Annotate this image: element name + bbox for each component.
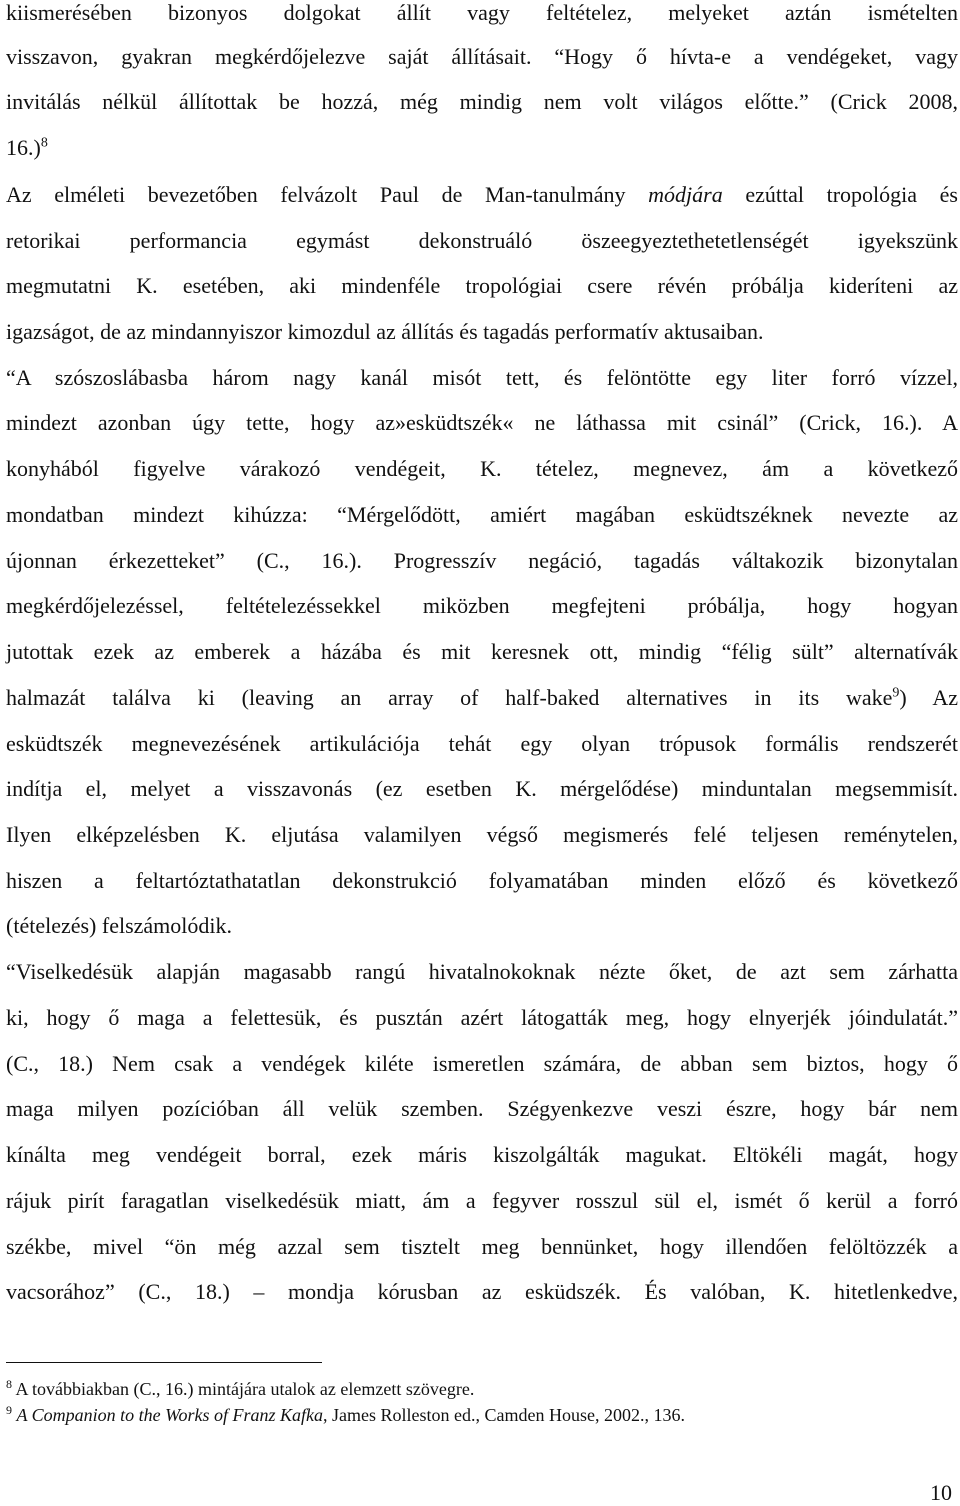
page-number: 10: [930, 1480, 952, 1505]
body-line: ki, hogy ő maga a felettesük, és pusztán azért látogatták meg, hogy elnyerjék jóindulatát.”: [6, 1005, 958, 1030]
footnote-number: 9: [6, 1403, 12, 1417]
body-line: maga milyen pozícióban áll velük szemben. Szégyenkezve veszi észre, hogy bár nem: [6, 1096, 958, 1121]
body-line: konyhából figyelve várakozó vendégeit, K. tételez, megnevez, ám a következő: [6, 456, 958, 481]
body-line: újonnan érkezetteket” (C., 16.). Progresszív negáció, tagadás váltakozik bizonytalan: [6, 548, 958, 573]
body-line: (tételezés) felszámolódik.: [6, 913, 233, 938]
body-line: halmazát találva ki (leaving an array of half-baked alternatives in its wake$^9$) Az: [6, 685, 959, 710]
body-line: mondatban mindezt kihúzza: “Mérgelődött, amiért magában esküdtszéknek nevezte az: [6, 502, 958, 527]
body-line: retorikai performancia egymást dekonstruáló öszeegyeztethetetlenségét igyekszünk: [6, 228, 958, 253]
body-line: hiszen a feltartóztathatatlan dekonstrukció folyamatában minden előző és következő: [6, 868, 958, 893]
body-line: “A szószoslábasba három nagy kanál misót tett, és felöntötte egy liter forró vízzel,: [6, 365, 958, 390]
body-line: kiismerésében bizonyos dolgokat állít vagy feltételez, melyeket aztán ismételten: [6, 0, 958, 25]
footnote-ref[interactable]: 8: [40, 135, 48, 151]
body-line: indítja el, melyet a visszavonás (ez esetben K. mérgelődése) minduntalan megsemmisít.: [6, 776, 958, 801]
footnote-ref[interactable]: 9: [892, 685, 900, 701]
body-line: mindezt azonban úgy tette, hogy az»esküdtszék« ne láthassa mit csinál” (Crick, 16.). A: [6, 410, 958, 435]
body-line: megmutatni K. esetében, aki mindenféle tropológiai csere révén próbálja kideríteni az: [6, 273, 958, 298]
body-line: jutottak ezek az emberek a házába és mit keresnek ott, mindig “félig sült” alternatívák: [6, 639, 958, 664]
body-line: megkérdőjelezéssel, feltételezéssekkel miközben megfejteni próbálja, hogy hogyan: [6, 593, 958, 618]
body-line: visszavon, gyakran megkérdőjelezve saját állításait. “Hogy ő hívta-e a vendégeket, vagy: [6, 44, 958, 69]
body-line: “Viselkedésük alapján magasabb rangú hivatalnokoknak nézte őket, de azt sem zárhatta: [6, 959, 958, 984]
body-line: székbe, mivel “ön még azzal sem tisztelt meg bennünket, hogy illendően felöltözzék a: [6, 1234, 958, 1259]
body-line: Az elméleti bevezetőben felvázolt Paul de Man-tanulmány módjára ezúttal tropológia és: [6, 182, 958, 207]
body-line: rájuk pirít faragatlan viselkedésük miatt, ám a fegyver rosszul sül el, ismét ő kerül a forró: [6, 1188, 958, 1213]
footnote-separator: [6, 1362, 322, 1363]
footnote-number: 8: [6, 1377, 12, 1391]
body-line: vacsorához” (C., 18.) – mondja kórusban az esküdszék. És valóban, K. hitetlenkedve,: [6, 1279, 958, 1304]
footnote: $^8$ A továbbiakban (C., 16.) mintájára utalok az elemzett szövegre.: [6, 1377, 475, 1399]
body-line: esküdtszék megnevezésének artikulációja tehát egy olyan trópusok formális rendszerét: [6, 731, 958, 756]
body-line: 16.)$^8$: [6, 135, 48, 160]
body-line: igazságot, de az mindannyiszor kimozdul az állítás és tagadás performatív aktusaiban.: [6, 319, 764, 344]
footnote: $^9$ A Companion to the Works of Franz Kafka, James Rolleston ed., Camden House, 2002., 136.: [6, 1403, 685, 1425]
book-title: A Companion to the Works of Franz Kafka: [16, 1405, 324, 1425]
body-line: (C., 18.) Nem csak a vendégek kiléte ismeretlen számára, de abban sem biztos, hogy ő: [6, 1051, 958, 1076]
body-line: kínálta meg vendégeit borral, ezek máris kiszolgálták magukat. Eltökéli magát, hogy: [6, 1142, 958, 1167]
body-line: invitálás nélkül állítottak be hozzá, még mindig nem volt világos előtte.” (Crick 2008,: [6, 89, 958, 114]
body-line: Ilyen elképzelésben K. eljutása valamilyen végső megismerés felé teljesen reménytelen,: [6, 822, 958, 847]
